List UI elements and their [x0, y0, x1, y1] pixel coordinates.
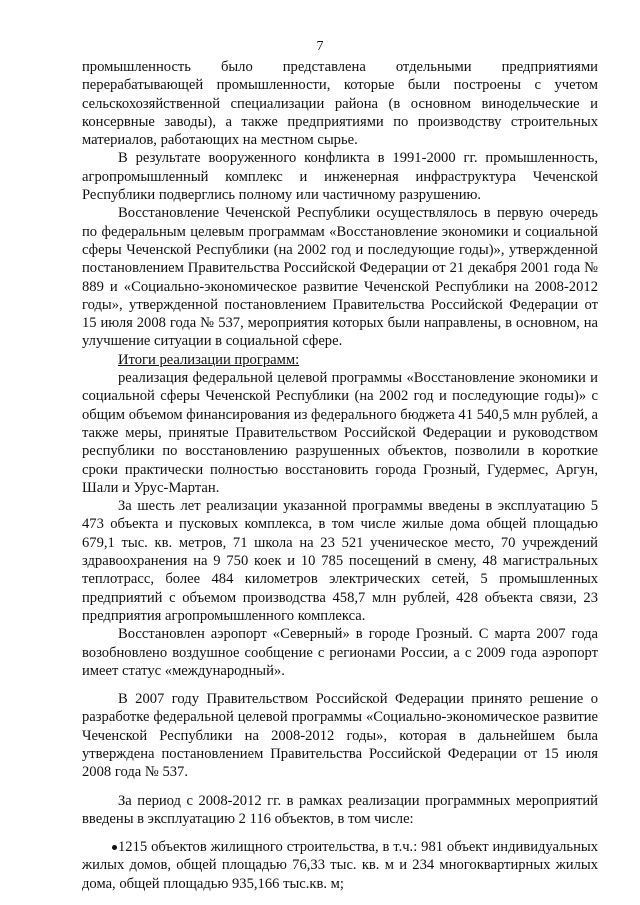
- paragraph-2008-2012-results: За период с 2008-2012 гг. в рамках реализации программных мероприятий введены в эксплуатацию 2 116 объектов, в том числе:: [82, 792, 598, 827]
- list-item: [82, 838, 598, 893]
- list-item-text: 1215 объектов жилищного строительства, в т.ч.: 981 объект индивидуальных жилых домов, общей площадью 76,33 тыс. кв. м и 234 многоквартирных жилых дома, общей площадью 935,166 тыс.кв. м;: [82, 839, 598, 892]
- paragraph-program-implementation: реализация федеральной целевой программы «Восстановление экономики и социальной сферы Чеченской Республики (на 2002 год и последующие годы)» с общим объемом финансирования из федерального бюджета 41 540,5 млн рублей, а также меры, принятые Правительством Российской Федерации и руководством республики по восстановлению разрушенных объектов, позволили в короткие сроки практически полностью восстановить города Грозный, Гудермес, Аргун, Шали и Урус-Мартан.: [82, 370, 598, 496]
- paragraph-industry-continuation: промышленность было представлена отдельными предприятиями перерабатывающей промышленности, которые были построены с учетом сельскохозяйственной специализации района (в основном винодельческие и консервные заводы), а также предприятиями по производству строительных материалов, работающих на местном сырье.: [82, 59, 598, 149]
- results-bullet-list: [82, 838, 598, 893]
- document-body: [82, 58, 598, 893]
- section-heading-program-results: Итоги реализации программ:: [118, 351, 300, 368]
- paragraph-spacer: [82, 782, 598, 792]
- paragraph-airport: Восстановлен аэропорт «Северный» в городе Грозный. С марта 2007 года возобновлено воздушное сообщение с регионами России, а с 2009 года аэропорт имеет статус «международный».: [82, 626, 598, 679]
- paragraph-spacer: [82, 680, 598, 690]
- paragraph-spacer: [82, 828, 598, 838]
- bullet-icon: [112, 845, 117, 850]
- paragraph-six-year-results: За шесть лет реализации указанной программы введены в эксплуатацию 5 473 объекта и пусковых комплекса, в том числе жилые дома общей площадью 679,1 тыс. кв. метров, 71 школа на 23 521 ученическое место, 70 учреждений здравоохранения на 9 750 коек и 10 785 посещений в смену, 48 магистральных теплотрасс, более 484 километров электрических сетей, 5 промышленных предприятий с объемом производства 458,7 млн рублей, 428 объекта связи, 23 предприятия агропромышленного комплекса.: [82, 498, 598, 624]
- paragraph-armed-conflict: В результате вооруженного конфликта в 1991-2000 гг. промышленность, агропромышленный комплекс и инженерная инфраструктура Чеченской Республики подверглись полному или частичному разрушению.: [82, 150, 598, 204]
- paragraph-2007-decision: В 2007 году Правительством Российской Федерации принято решение о разработке федеральной целевой программы «Социально-экономическое развитие Чеченской Республики на 2008-2012 годы», которая в дальнейшем была утверждена постановлением Правительства Российской Федерации от 15 июля 2008 года № 537.: [82, 691, 598, 781]
- page-number: 7: [316, 39, 324, 54]
- paragraph-restoration-programs: Восстановление Чеченской Республики осуществлялось в первую очередь по федеральным целевым программам «Восстановление экономики и социальной сферы Чеченской Республики (на 2002 год и последующие годы)», утвержденной постановлением Правительства Российской Федерации от 21 декабря 2001 года № 889 и «Социально-экономическое развитие Чеченской Республики на 2008-2012 годы», утвержденной постановлением Правительства Российской Федерации от 15 июля 2008 года № 537, мероприятия которых были направлены, в основном, на улучшение ситуации в социальной сфере.: [82, 205, 598, 350]
